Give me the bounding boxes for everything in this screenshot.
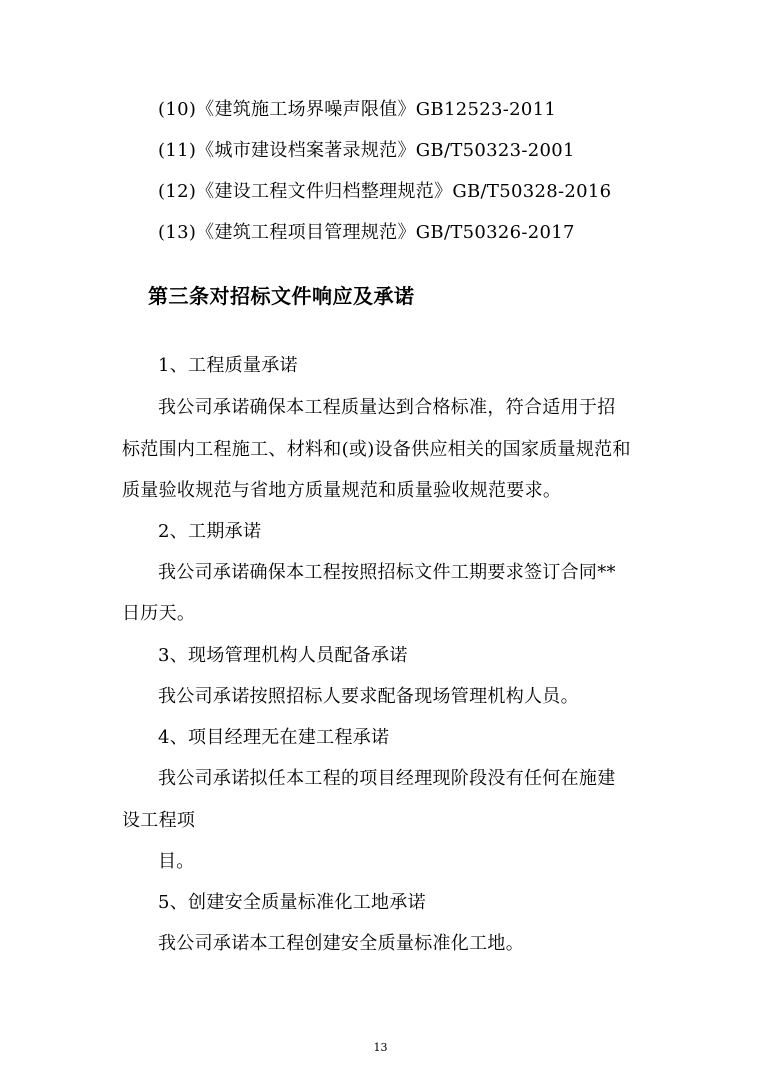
reference-item: (12)《建设工程文件归档整理规范》GB/T50328-2016	[158, 181, 612, 202]
commitment-heading: 5、创建安全质量标准化工地承诺	[158, 892, 426, 913]
commitment-body-line: 标范围内工程施工、材料和(或)设备供应相关的国家质量规范和	[122, 439, 631, 460]
commitment-heading: 2、工期承诺	[158, 521, 262, 542]
commitment-body-line: 我公司承诺确保本工程按照招标文件工期要求签订合同**	[158, 562, 616, 583]
commitment-body-line: 我公司承诺确保本工程质量达到合格标准，符合适用于招	[158, 397, 616, 418]
commitment-body-line: 日历天。	[122, 603, 196, 624]
commitment-heading: 3、现场管理机构人员配备承诺	[158, 645, 408, 666]
section-title: 第三条对招标文件响应及承诺	[148, 284, 415, 308]
commitment-heading: 1、工程质量承诺	[158, 355, 298, 376]
commitment-body-line: 我公司承诺拟任本工程的项目经理现阶段没有任何在施建	[158, 768, 616, 789]
commitment-body-line: 目。	[158, 851, 195, 872]
reference-item: (13)《建筑工程项目管理规范》GB/T50326-2017	[158, 222, 575, 243]
commitment-body-line: 我公司承诺按照招标人要求配备现场管理机构人员。	[158, 686, 579, 707]
page-number: 13	[373, 1041, 388, 1054]
reference-item: (11)《城市建设档案著录规范》GB/T50323-2001	[158, 140, 575, 161]
commitment-body-line: 质量验收规范与省地方质量规范和质量验收规范要求。	[122, 480, 562, 501]
commitment-heading: 4、项目经理无在建工程承诺	[158, 727, 390, 748]
reference-item: (10)《建筑施工场界噪声限值》GB12523-2011	[158, 99, 557, 120]
commitment-body-line: 我公司承诺本工程创建安全质量标准化工地。	[158, 933, 524, 954]
commitment-body-line: 设工程项	[122, 810, 196, 831]
